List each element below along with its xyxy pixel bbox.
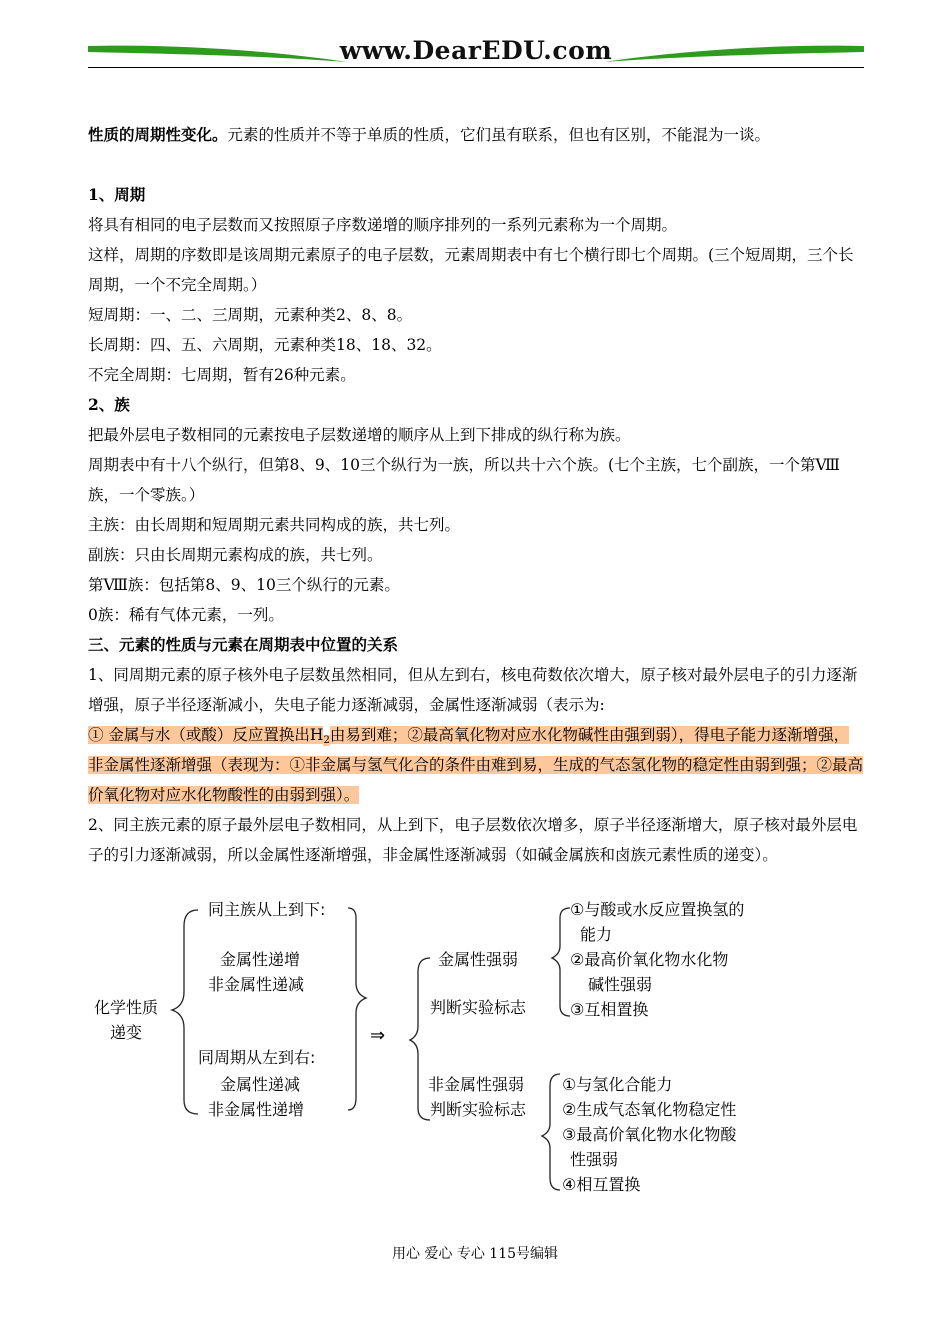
metal-criterion-item: ③互相置换 (570, 1000, 649, 1019)
root-right-brace-bottom (348, 1013, 356, 1110)
period-line: 长周期：四、五、六周期，元素种类18、18、32。 (88, 336, 442, 354)
metal-criterion-item: 碱性强弱 (588, 975, 653, 994)
section3-paragraph-2: 2、同主族元素的原子最外层电子数相同，从上到下，电子层数依次增多，原子半径逐渐增大，原子核对最外层电子的引力逐渐减弱，所以金属性逐渐增强，非金属性逐渐减弱（如碱金属族和卤族元素性质的递变）。 (88, 816, 858, 864)
nonmetal-criteria-label1: 非金属性强弱 (428, 1075, 525, 1094)
section3-paragraph-1: 1、同周期元素的原子核外电子层数虽然相同，但从左到右，核电荷数依次增大，原子核对最外层电子的引力逐渐增强，原子半径逐渐减小，失电子能力逐渐减弱，金属性逐渐减弱（表示为: (88, 666, 858, 714)
page-footer: 用心 爱心 专心 115号编辑 (391, 1246, 559, 1262)
group-line: 把最外层电子数相同的元素按电子层数递增的顺序从上到下排成的纵行称为族。 (88, 426, 631, 444)
metal-criterion-item: 能力 (580, 925, 613, 944)
nonmetal-criteria-label2: 判断实验标志 (430, 1100, 527, 1119)
root-label-line2: 递变 (110, 1023, 143, 1042)
intro-text: 元素的性质并不等于单质的性质，它们虽有联系，但也有区别，不能混为一谈。 (227, 126, 771, 144)
metal-criterion-item: ①与酸或水反应置换氢的 (570, 900, 745, 919)
highlight-subscript: 2 (323, 735, 330, 746)
metal-criteria-label2: 判断实验标志 (430, 998, 527, 1017)
root-left-brace (172, 910, 198, 1114)
property-trend-diagram (80, 888, 800, 1208)
metal-criterion-item: ②最高价氧化物水化物 (570, 950, 729, 969)
period-metal-decrease: 金属性递减 (220, 1075, 301, 1094)
nonmetal-criterion-item: 性强弱 (570, 1150, 619, 1169)
nonmetal-criterion-item: ④相互置换 (562, 1175, 641, 1194)
nonmetal-items-brace (542, 1074, 560, 1190)
metal-items-brace (552, 908, 570, 1016)
period-trend-title: 同周期从左到右: (198, 1048, 316, 1067)
site-header (88, 36, 864, 74)
period-line: 将具有相同的电子层数而又按照原子序数递增的顺序排列的一系列元素称为一个周期。 (88, 216, 678, 234)
group-line: 0族：稀有气体元素，一列。 (88, 606, 284, 624)
site-logo-text: www.DearEDU.com (339, 36, 613, 65)
nonmetal-criterion-item: ①与氢化合能力 (562, 1075, 673, 1094)
highlight-part-b: 由易到难；②最高氧化物对应水化物碱性由强到弱），得电子能力逐渐增强，非金属性逐渐增强（表现为：①非金属与氢气化合的条件由难到易，生成的气态氢化物的稳定性由弱到强；②最高价氧化物对应水化物酸性的由弱到强）。 (88, 726, 864, 804)
intro-bold: 性质的周期性变化。 (88, 125, 228, 144)
root-label-line1: 化学性质 (94, 998, 159, 1017)
intro-paragraph (88, 120, 864, 150)
document-body (88, 120, 864, 870)
group-nonmetal-decrease: 非金属性递减 (208, 975, 305, 994)
group-line: 主族：由长周期和短周期元素共同构成的族，共七列。 (88, 516, 461, 534)
root-right-brace-top (348, 908, 366, 1013)
group-line: 周期表中有十八个纵行，但第8、9、10三个纵行为一族，所以共十六个族。(七个主族，七个副族，一个第Ⅷ族，一个零族。） (88, 456, 840, 504)
implies-arrow-icon: ⇒ (370, 1025, 386, 1046)
group-heading: 2、族 (88, 395, 130, 414)
header-rule (88, 67, 864, 68)
group-line: 副族：只由长周期元素构成的族，共七列。 (88, 546, 383, 564)
period-line: 这样，周期的序数即是该周期元素原子的电子层数，元素周期表中有七个横行即七个周期。(三个短周期，三个长周期，一个不完全周期。） (88, 246, 854, 294)
nonmetal-criterion-item: ③最高价氧化物水化物酸 (562, 1125, 737, 1144)
period-line: 不完全周期：七周期，暂有26种元素。 (88, 366, 356, 384)
middle-left-brace (410, 958, 430, 1120)
period-nonmetal-increase: 非金属性递增 (208, 1100, 305, 1119)
group-metal-increase: 金属性递增 (220, 950, 301, 969)
metal-criteria-label1: 金属性强弱 (438, 950, 519, 969)
nonmetal-criterion-item: ②生成气态氧化物稳定性 (562, 1100, 737, 1119)
group-line: 第Ⅷ族：包括第8、9、10三个纵行的元素。 (88, 576, 400, 594)
period-heading: 1、周期 (88, 185, 146, 204)
group-trend-title: 同主族从上到下: (208, 900, 326, 919)
diagram-braces (80, 888, 800, 1208)
highlighted-paragraph (88, 720, 864, 810)
section3-heading: 三、元素的性质与元素在周期表中位置的关系 (88, 635, 399, 654)
period-line: 短周期：一、二、三周期，元素种类2、8、8。 (88, 306, 413, 324)
highlight-part-a: ① 金属与水（或酸）反应置换出H (88, 726, 324, 744)
